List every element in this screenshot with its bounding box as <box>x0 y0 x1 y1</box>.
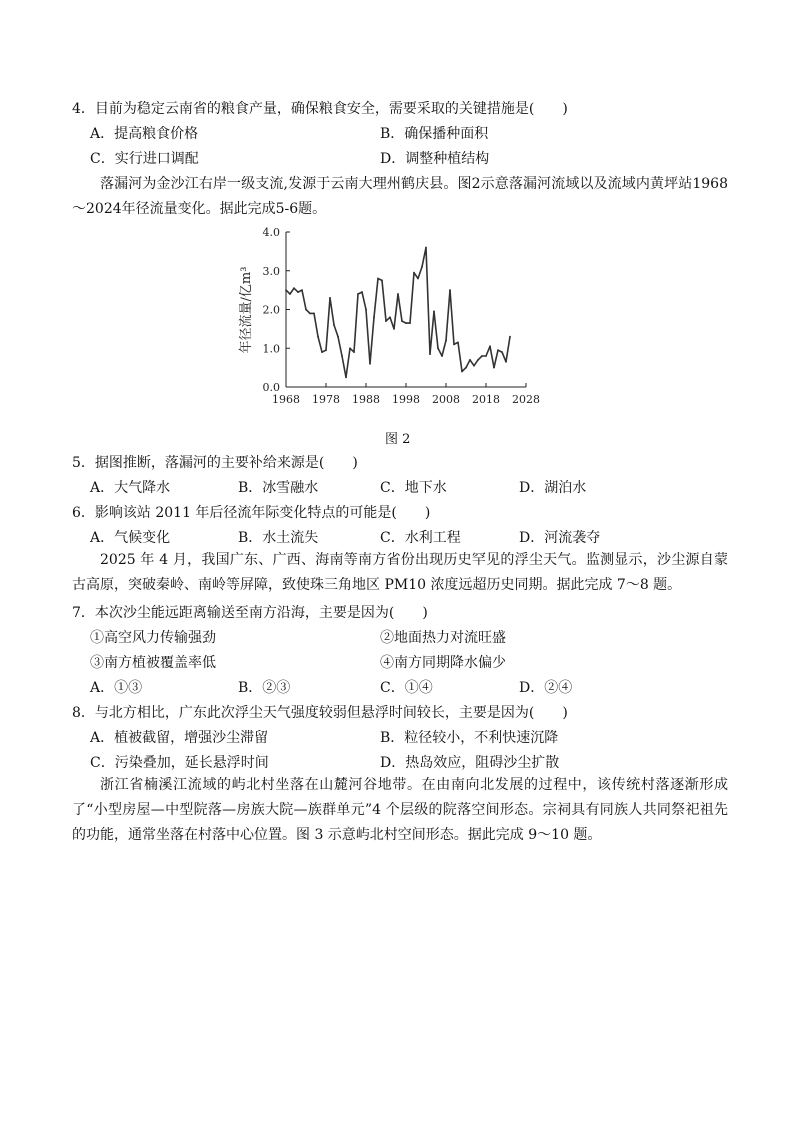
y-tick-label: 0.0 <box>262 381 280 394</box>
runoff-data-point <box>477 359 479 361</box>
y-tick-label: 4.0 <box>262 226 280 239</box>
runoff-data-point <box>405 322 407 324</box>
x-tick-label: 2008 <box>432 393 460 406</box>
q8-option-c: C．污染叠加，延长悬浮时间 <box>90 755 269 771</box>
x-tick-label: 1968 <box>272 393 300 406</box>
runoff-data-point <box>497 349 499 351</box>
runoff-data-point <box>401 320 403 322</box>
question-8-stem: 8．与北方相比，广东此次浮尘天气强度较弱但悬浮时间较长，主要是因为( ) <box>72 705 568 721</box>
q5-option-c: C．地下水 <box>380 480 447 496</box>
question-6-stem: 6．影响该站 2011 年后径流年际变化特点的可能是( ) <box>72 505 431 521</box>
x-tick-label: 1978 <box>312 393 340 406</box>
runoff-data-point <box>429 353 431 355</box>
runoff-data-point <box>437 347 439 349</box>
passage-luolou-river: 落漏河为金沙江右岸一级支流,发源于云南大理州鹤庆县。图2示意落漏河流域以及流域内黄坪站1968～2024年径流量变化。据此完成5-6题。 <box>72 176 728 217</box>
runoff-data-point <box>445 340 447 342</box>
runoff-data-point <box>321 351 323 353</box>
question-7-stem: 7．本次沙尘能远距离输送至南方沿海，主要是因为( ) <box>72 605 428 621</box>
question-5-stem: 5．据图推断，落漏河的主要补给来源是( ) <box>72 455 358 471</box>
y-axis-label: 年径流量/亿m³ <box>239 266 254 354</box>
runoff-data-point <box>357 293 359 295</box>
runoff-data-point <box>465 367 467 369</box>
figure-2-caption: 图 2 <box>385 432 411 447</box>
runoff-data-point <box>505 361 507 363</box>
runoff-data-point <box>285 289 287 291</box>
figure-2-runoff-chart <box>228 222 568 412</box>
q5-option-b: B．冰雪融水 <box>238 480 319 496</box>
runoff-series-line <box>286 248 510 378</box>
q6-option-c: C．水利工程 <box>380 530 461 546</box>
runoff-data-point <box>485 355 487 357</box>
runoff-data-point <box>469 359 471 361</box>
runoff-data-point <box>461 371 463 373</box>
runoff-data-point <box>457 342 459 344</box>
runoff-data-point <box>489 345 491 347</box>
runoff-data-point <box>349 347 351 349</box>
runoff-data-point <box>409 322 411 324</box>
runoff-data-point <box>317 336 319 338</box>
runoff-data-point <box>305 309 307 311</box>
y-tick-label: 3.0 <box>262 264 280 278</box>
runoff-data-point <box>329 297 331 299</box>
q7-option-d: D．②④ <box>519 680 573 696</box>
runoff-data-point <box>441 355 443 357</box>
q4-option-c: C．实行进口调配 <box>90 151 199 167</box>
question-4-stem: 4．目前为稳定云南省的粮食产量，确保粮食安全，需要采取的关键措施是( ) <box>72 101 568 117</box>
runoff-data-point <box>417 278 419 280</box>
runoff-data-point <box>297 291 299 293</box>
q4-option-a: A．提高粮食价格 <box>90 126 199 142</box>
runoff-data-point <box>421 266 423 268</box>
q6-option-d: D．河流袭夺 <box>519 530 601 546</box>
runoff-data-point <box>493 367 495 369</box>
q7-item-2: ②地面热力对流旺盛 <box>380 630 506 646</box>
runoff-data-point <box>413 272 415 274</box>
runoff-data-point <box>289 293 291 295</box>
q8-option-b: B．粒径较小，不利快速沉降 <box>380 730 559 746</box>
runoff-data-point <box>481 355 483 357</box>
runoff-data-point <box>333 324 335 326</box>
q7-option-a: A．①③ <box>90 680 143 696</box>
runoff-data-point <box>397 293 399 295</box>
runoff-data-point <box>301 289 303 291</box>
q7-item-3: ③南方植被覆盖率低 <box>90 655 216 671</box>
x-tick-label: 2018 <box>472 393 500 406</box>
q6-option-b: B．水土流失 <box>238 530 319 546</box>
runoff-data-point <box>453 343 455 345</box>
q7-option-b: B．②③ <box>238 680 291 696</box>
runoff-data-point <box>385 320 387 322</box>
passage-yubei-village: 浙江省楠溪江流域的屿北村坐落在山麓河谷地带。在由南向北发展的过程中，该传统村落逐渐形成了“小型房屋—中型院落—房族大院—族群单元”4 个层级的院落空间形态。宗祠具有同族人共同祭祀祖先的功能，通常坐落在村落中心位置。图 3 示意屿北村空间形态。据此完成 9～10 题。 <box>72 777 728 843</box>
runoff-data-point <box>345 376 347 378</box>
runoff-data-point <box>509 336 511 338</box>
runoff-data-point <box>501 351 503 353</box>
q4-option-d: D．调整种植结构 <box>380 151 490 167</box>
passage-dust-weather: 2025 年 4 月，我国广东、广西、海南等南方省份出现历史罕见的浮尘天气。监测显示，沙尘源自蒙古高原，突破秦岭、南岭等屏障，致使珠三角地区 PM10 浓度远超历史同期。据此完成 7～8 题。 <box>72 552 728 593</box>
q7-item-1: ①高空风力传输强劲 <box>90 630 216 646</box>
runoff-data-point <box>389 316 391 318</box>
runoff-data-point <box>373 316 375 318</box>
q5-option-d: D．湖泊水 <box>519 480 587 496</box>
q7-item-4: ④南方同期降水偏少 <box>380 655 506 671</box>
y-tick-label: 1.0 <box>262 342 280 356</box>
q5-option-a: A．大气降水 <box>90 480 171 496</box>
runoff-data-point <box>353 351 355 353</box>
runoff-data-point <box>473 365 475 367</box>
q6-option-a: A．气候变化 <box>90 530 171 546</box>
runoff-data-point <box>369 363 371 365</box>
runoff-data-point <box>365 309 367 311</box>
runoff-data-point <box>393 328 395 330</box>
q8-option-a: A．植被截留，增强沙尘滞留 <box>90 730 269 746</box>
x-tick-label: 1998 <box>392 393 420 406</box>
runoff-data-point <box>377 278 379 280</box>
runoff-data-point <box>449 289 451 291</box>
x-tick-label: 2028 <box>512 393 540 406</box>
q4-option-b: B．确保播种面积 <box>380 126 489 142</box>
runoff-data-point <box>341 355 343 357</box>
runoff-data-point <box>293 287 295 289</box>
runoff-data-point <box>381 280 383 282</box>
x-tick-label: 1988 <box>352 393 380 406</box>
q8-option-d: D．热岛效应，阻碍沙尘扩散 <box>380 755 560 771</box>
runoff-data-point <box>309 312 311 314</box>
runoff-data-point <box>337 336 339 338</box>
q7-option-c: C．①④ <box>380 680 433 696</box>
runoff-data-point <box>433 311 435 313</box>
runoff-data-point <box>425 247 427 249</box>
runoff-data-point <box>325 349 327 351</box>
y-tick-label: 2.0 <box>262 303 280 317</box>
runoff-data-point <box>361 291 363 293</box>
runoff-data-point <box>313 312 315 314</box>
